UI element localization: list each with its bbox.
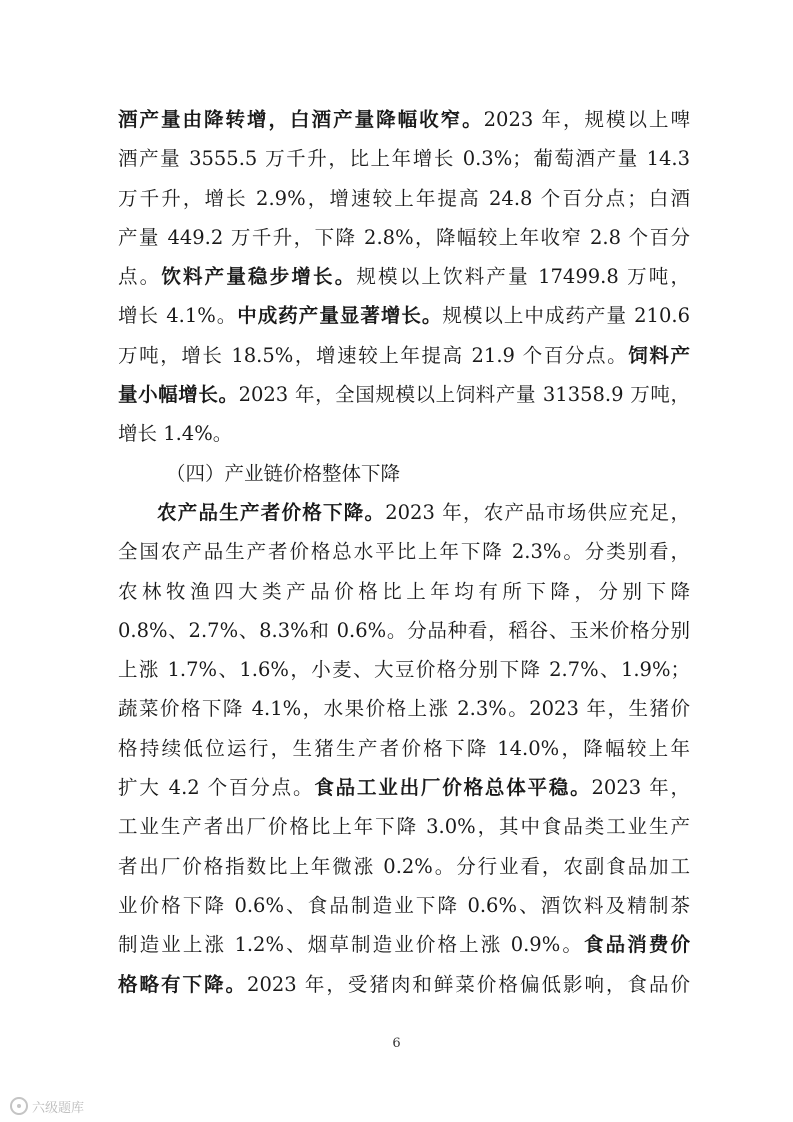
text-line — [118, 689, 690, 728]
text-line — [118, 414, 690, 453]
text-segment: 工业生产者出厂价格比上年下降 3.0%，其中食品类工业生产 — [118, 815, 690, 839]
text-segment: 2023 年，规模以上啤 — [483, 108, 690, 131]
text-segment: 规模以上饮料产量 17499.8 万吨， — [356, 265, 690, 289]
text-line — [118, 572, 690, 611]
text-segment: 制造业上涨 1.2%、烟草制造业价格上涨 0.9%。 — [118, 933, 584, 957]
text-segment: 全国农产品生产者价格总水平比上年下降 2.3%。分类别看， — [118, 540, 690, 564]
bold-phrase: 食品消费价 — [583, 933, 690, 957]
text-segment: 点。 — [118, 265, 162, 289]
text-line — [118, 847, 690, 886]
text-segment: 2023 年，农产品市场供应充足， — [385, 500, 690, 524]
text-segment: 扩大 4.2 个百分点。 — [118, 776, 315, 800]
text-line — [118, 925, 690, 964]
bold-phrase: 农产品生产者价格下降。 — [157, 500, 386, 524]
text-segment: 产量 449.2 万千升，下降 2.8%，降幅较上年收窄 2.8 个百分 — [118, 225, 690, 249]
text-segment: 2023 年，受猪肉和鲜菜价格偏低影响，食品价 — [247, 972, 690, 996]
text-line — [118, 965, 690, 1004]
bold-phrase: 量小幅增长。 — [118, 383, 239, 407]
bold-phrase: 食品工业出厂价格总体平稳。 — [314, 776, 592, 800]
text-line — [118, 218, 690, 257]
text-line — [118, 296, 690, 335]
text-line — [118, 139, 690, 178]
text-segment: 规模以上中成药产量 210.6 — [442, 304, 690, 328]
text-line — [118, 179, 690, 218]
text-segment: 格持续低位运行，生猪生产者价格下降 14.0%，降幅较上年 — [118, 736, 690, 760]
watermark — [10, 1096, 84, 1116]
text-line — [118, 532, 690, 571]
text-segment: 者出厂价格指数比上年微涨 0.2%。分行业看，农副食品加工 — [118, 854, 690, 878]
bold-phrase: 格略有下降。 — [118, 972, 248, 996]
text-line — [118, 375, 690, 414]
text-line — [118, 650, 690, 689]
text-segment: 2023 年，全国规模以上饲料产量 31358.9 万吨， — [238, 383, 690, 407]
text-segment: （四）产业链价格整体下降 — [166, 461, 401, 485]
bold-phrase: 酒产量由降转增，白酒产量降幅收窄。 — [118, 108, 484, 131]
text-line — [118, 611, 690, 650]
text-segment: 万吨，增长 18.5%，增速较上年提高 21.9 个百分点。 — [118, 343, 629, 367]
text-line — [118, 100, 690, 139]
text-line — [118, 729, 690, 768]
bold-phrase: 饮料产量稳步增长。 — [161, 265, 357, 289]
text-segment: 酒产量 3555.5 万千升，比上年增长 0.3%；葡萄酒产量 14.3 — [118, 147, 690, 171]
text-line — [118, 807, 690, 846]
bold-phrase: 饲料产 — [628, 343, 690, 367]
circle-logo-icon — [10, 1097, 28, 1115]
text-segment: 上涨 1.7%、1.6%，小麦、大豆价格分别下降 2.7%、1.9%； — [118, 658, 690, 682]
bold-phrase: 中成药产量显著增长。 — [237, 304, 443, 328]
text-segment: 增长 4.1%。 — [118, 304, 238, 328]
text-line — [118, 768, 690, 807]
text-line — [118, 493, 690, 532]
body-text — [118, 100, 690, 1004]
text-segment: 农林牧渔四大类产品价格比上年均有所下降，分别下降 — [118, 579, 690, 603]
text-segment: 业价格下降 0.6%、食品制造业下降 0.6%、酒饮料及精制茶 — [118, 893, 690, 917]
text-segment: 2023 年， — [591, 776, 690, 800]
text-segment: 蔬菜价格下降 4.1%，水果价格上涨 2.3%。2023 年，生猪价 — [118, 697, 690, 721]
text-line — [118, 257, 690, 296]
text-line — [118, 336, 690, 375]
text-line — [118, 886, 690, 925]
text-segment: 万千升，增长 2.9%，增速较上年提高 24.8 个百分点；白酒 — [118, 186, 690, 210]
page-number: 6 — [392, 1036, 401, 1051]
text-segment: 增长 1.4%。 — [118, 422, 233, 446]
section-heading — [118, 454, 690, 493]
watermark-text: 六级题库 — [32, 1100, 85, 1116]
text-segment: 0.8%、2.7%、8.3%和 0.6%。分品种看，稻谷、玉米价格分别 — [118, 618, 690, 642]
